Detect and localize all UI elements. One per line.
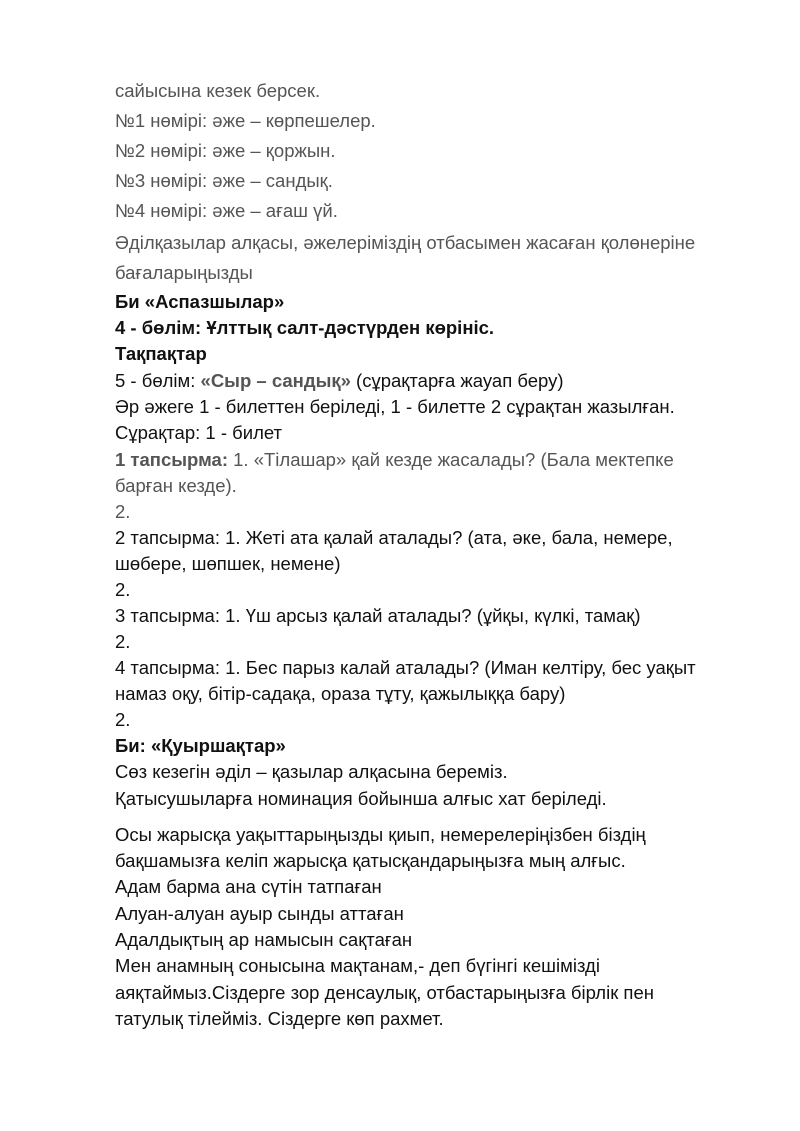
text-line: аяқтаймыз.Сіздерге зор денсаулық, отбастарыңызға бірлік пен [115, 982, 654, 1003]
text-line: бағаларыңызды [115, 262, 253, 283]
text-line: №4 нөмірі: әже – ағаш үй. [115, 200, 338, 221]
section-suffix: (сұрақтарға жауап беру) [350, 370, 564, 391]
section-heading: Би «Аспазшылар» [115, 291, 285, 312]
text-line: шөбере, шөпшек, немене) [115, 553, 341, 574]
text-line: Әділқазылар алқасы, әжелеріміздің отбасымен жасаған қолөнеріне [115, 232, 696, 253]
task-line [115, 448, 674, 472]
text-line: Қатысушыларға номинация бойынша алғыс хат беріледі. [115, 788, 607, 809]
task-text: 1. «Тілашар» қай кезде жасалады? (Бала мектепке [228, 449, 674, 470]
text-line: Сөз кезегін әділ – қазылар алқасына береміз. [115, 761, 508, 782]
text-line: 2. [115, 709, 131, 730]
text-line: 2. [115, 631, 131, 652]
text-line: намаз оқу, бітір-садақа, ораза тұту, қажылыққа бару) [115, 683, 566, 704]
verse-line: Адам барма ана сүтін татпаған [115, 876, 382, 897]
verse-line: Алуан-алуан ауыр сынды аттаған [115, 903, 404, 924]
text-line: сайысына кезек берсек. [115, 80, 321, 101]
text-line: №1 нөмірі: әже – көрпешелер. [115, 110, 376, 131]
text-line: 3 тапсырма: 1. Үш арсыз қалай аталады? (ұйқы, күлкі, тамақ) [115, 605, 641, 626]
section-heading: Тақпақтар [115, 343, 207, 364]
text-line: №3 нөмірі: әже – сандық. [115, 170, 333, 191]
text-line: Осы жарысқа уақыттарыңызды қиып, немерелеріңізбен біздің [115, 824, 646, 845]
text-line: 2. [115, 501, 131, 522]
text-line: бақшамызға келіп жарысқа қатысқандарыңызға мың алғыс. [115, 850, 626, 871]
task-label: 1 тапсырма: [115, 449, 228, 470]
text-line: барған кезде). [115, 475, 237, 496]
section-heading: 4 - бөлім: Ұлттық салт-дәстүрден көрініс. [115, 317, 495, 338]
text-line: татулық тілейміз. Сіздерге көп рахмет. [115, 1008, 444, 1029]
verse-line: Адалдықтың ар намысын сақтаған [115, 929, 413, 950]
text-line: 2 тапсырма: 1. Жеті ата қалай аталады? (ата, әке, бала, немере, [115, 527, 673, 548]
section-title: «Сыр – сандық» [200, 370, 351, 391]
section-prefix: 5 - бөлім: [115, 370, 201, 391]
text-line: 2. [115, 579, 131, 600]
text-line: №2 нөмірі: әже – қоржын. [115, 140, 336, 161]
text-line: Сұрақтар: 1 - билет [115, 422, 283, 443]
text-line: Мен анамның сонысына мақтанам,- деп бүгінгі кешімізді [115, 955, 600, 976]
section-line [115, 369, 564, 393]
text-line: 4 тапсырма: 1. Бес парыз калай аталады? (Иман келтіру, бес уақыт [115, 657, 696, 678]
text-line: Әр әжеге 1 - билеттен беріледі, 1 - билетте 2 сұрақтан жазылған. [115, 396, 675, 417]
section-heading: Би: «Қуыршақтар» [115, 735, 286, 756]
